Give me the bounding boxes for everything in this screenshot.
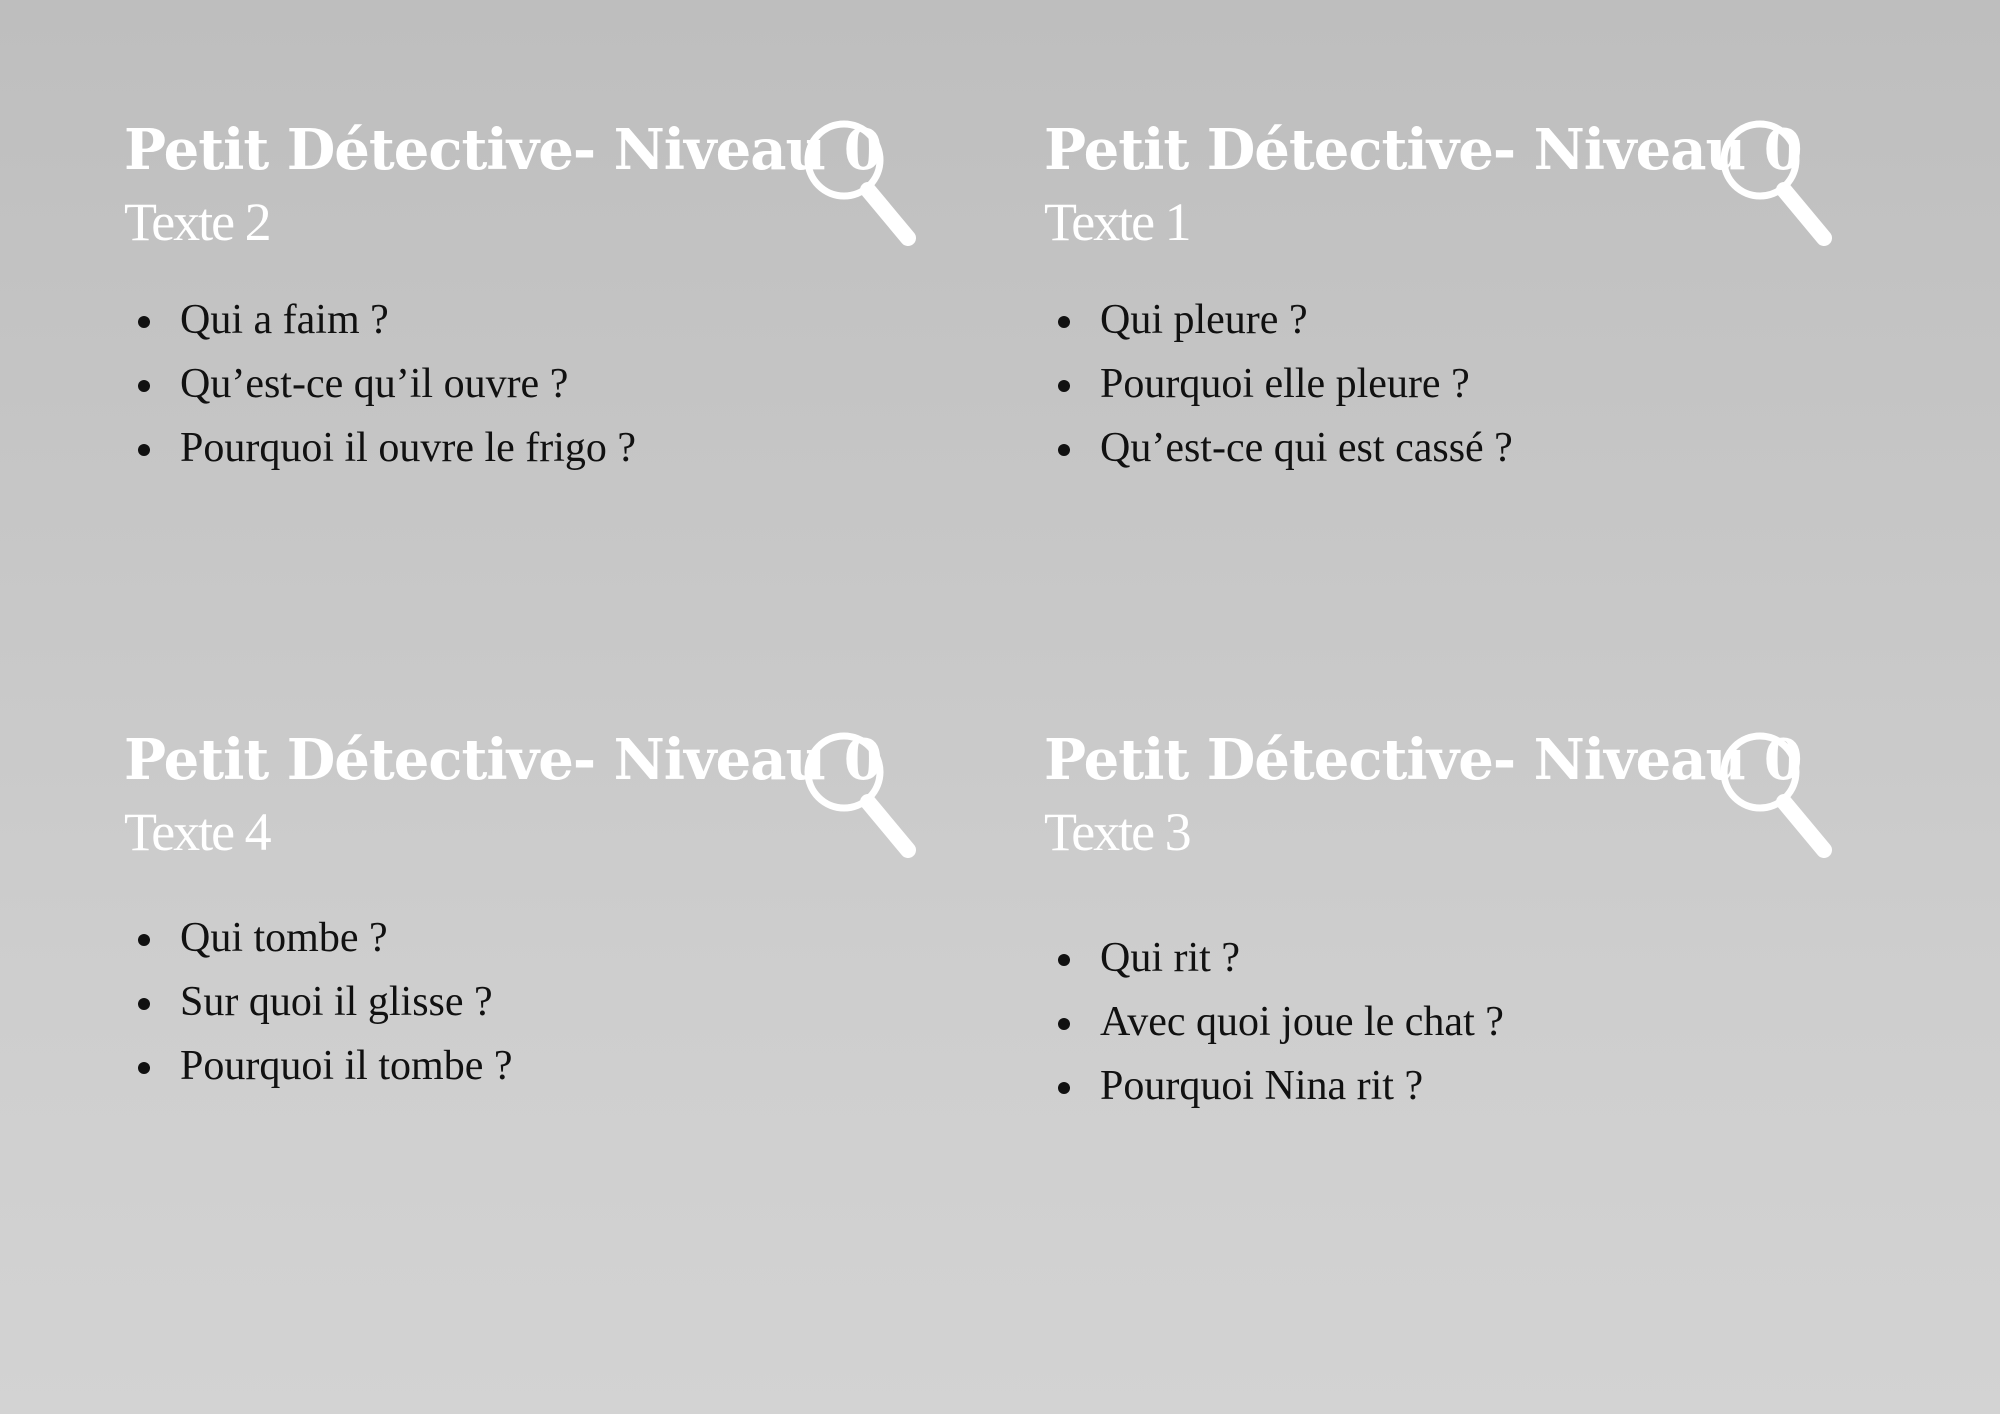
card-texte-3 [1044,728,1924,1148]
card-subtitle: Texte 2 [124,192,270,252]
question-list [138,288,636,480]
question-item: Pourquoi elle pleure ? [1058,352,1513,416]
question-list [138,906,512,1098]
magnifying-glass-icon [802,118,922,250]
question-item: Qui tombe ? [138,906,512,970]
magnifying-glass-icon [802,730,922,862]
question-list [1058,926,1504,1118]
question-item: Pourquoi il ouvre le frigo ? [138,416,636,480]
question-item: Qui rit ? [1058,926,1504,990]
card-title: Petit Détective- Niveau 0 [124,727,882,793]
card-title: Petit Détective- Niveau 0 [1044,727,1802,793]
card-title: Petit Détective- Niveau 0 [124,117,882,183]
card-title: Petit Détective- Niveau 0 [1044,117,1802,183]
card-texte-4 [124,728,1004,1148]
question-item: Pourquoi il tombe ? [138,1034,512,1098]
card-texte-2 [124,118,1004,538]
question-item: Qui pleure ? [1058,288,1513,352]
card-texte-1 [1044,118,1924,538]
magnifying-glass-icon [1718,730,1838,862]
question-item: Qui a faim ? [138,288,636,352]
magnifying-glass-icon [1718,118,1838,250]
question-item: Avec quoi joue le chat ? [1058,990,1504,1054]
card-subtitle: Texte 3 [1044,802,1190,862]
question-list [1058,288,1513,480]
card-subtitle: Texte 4 [124,802,270,862]
question-item: Sur quoi il glisse ? [138,970,512,1034]
card-subtitle: Texte 1 [1044,192,1190,252]
question-item: Pourquoi Nina rit ? [1058,1054,1504,1118]
question-item: Qu’est-ce qui est cassé ? [1058,416,1513,480]
question-item: Qu’est-ce qu’il ouvre ? [138,352,636,416]
